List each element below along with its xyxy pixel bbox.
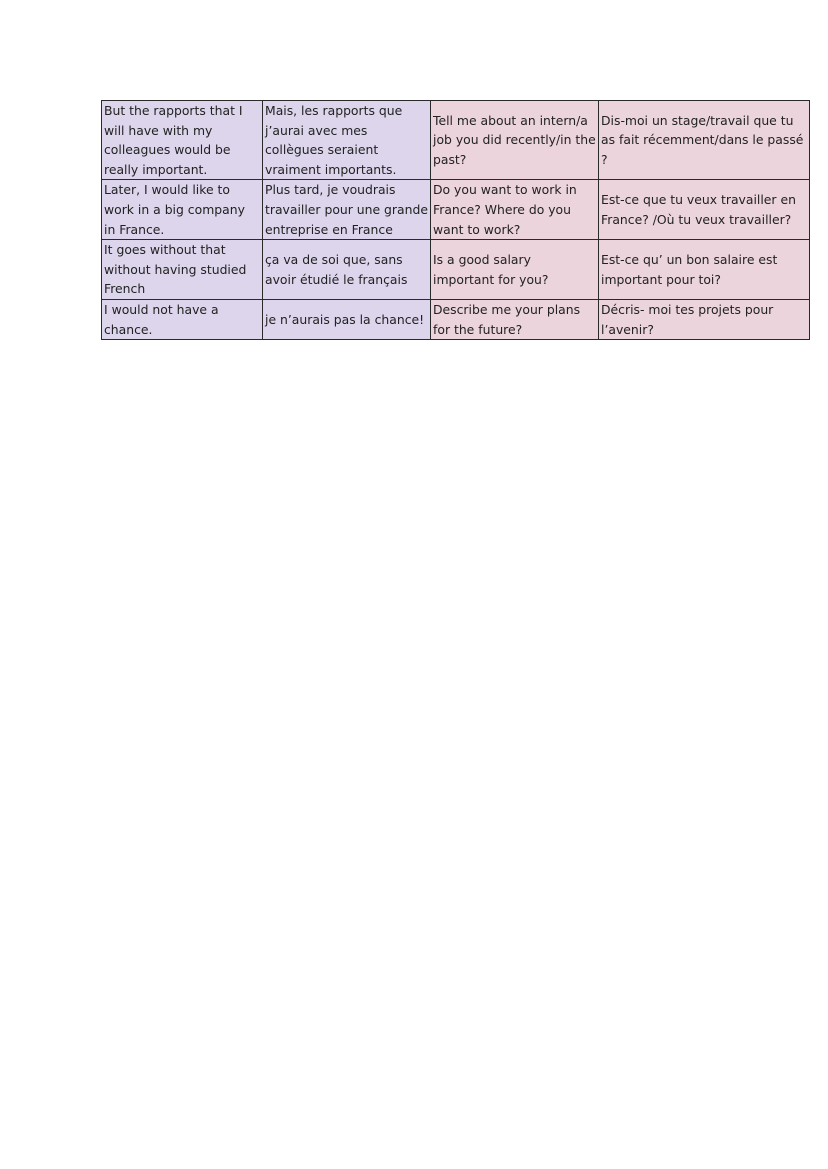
french-question-cell: Est-ce qu’ un bon salaire est important pour toi? — [599, 240, 810, 300]
english-question-cell: Is a good salary important for you? — [431, 240, 599, 300]
french-question-cell: Décris- moi tes projets pour l’avenir? — [599, 299, 810, 339]
english-statement-cell: It goes without that without having studied French — [102, 240, 263, 300]
french-statement-cell: Plus tard, je voudrais travailler pour une grande entreprise en France — [263, 180, 431, 240]
english-question-cell: Do you want to work in France? Where do you want to work? — [431, 180, 599, 240]
english-statement-cell: But the rapports that I will have with my colleagues would be really important. — [102, 101, 263, 180]
table-row — [102, 180, 810, 240]
english-question-cell: Tell me about an intern/a job you did recently/in the past? — [431, 101, 599, 180]
table-row — [102, 101, 810, 180]
french-statement-cell: je n’aurais pas la chance! — [263, 299, 431, 339]
french-statement-cell: ça va de soi que, sans avoir étudié le français — [263, 240, 431, 300]
french-question-cell: Dis-moi un stage/travail que tu as fait récemment/dans le passé ? — [599, 101, 810, 180]
english-statement-cell: I would not have a chance. — [102, 299, 263, 339]
french-question-cell: Est-ce que tu veux travailler en France? /Où tu veux travailler? — [599, 180, 810, 240]
phrase-table-container — [101, 100, 810, 340]
english-question-cell: Describe me your plans for the future? — [431, 299, 599, 339]
french-statement-cell: Mais, les rapports que j’aurai avec mes collègues seraient vraiment importants. — [263, 101, 431, 180]
table-row — [102, 299, 810, 339]
table-row — [102, 240, 810, 300]
english-statement-cell: Later, I would like to work in a big company in France. — [102, 180, 263, 240]
phrase-table — [101, 100, 810, 340]
